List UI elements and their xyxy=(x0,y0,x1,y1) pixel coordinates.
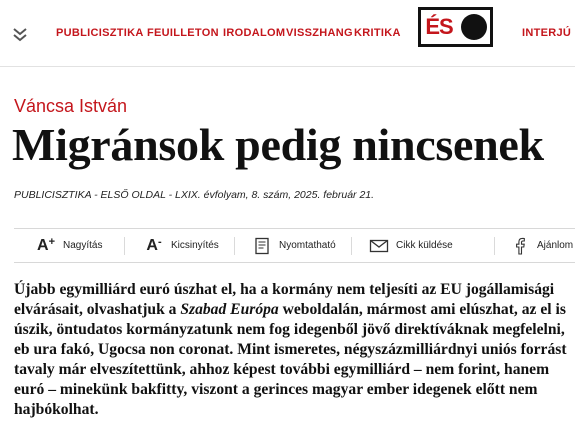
article-toolbar xyxy=(14,228,575,263)
recommend-button[interactable] xyxy=(510,229,573,262)
article-title: Migránsok pedig nincsenek xyxy=(12,119,544,170)
logo-dot-area xyxy=(457,10,490,44)
font-decrease-icon: A - xyxy=(146,235,162,254)
article-meta: PUBLICISZTIKA - ELSŐ OLDAL - LXIX. évfolyam, 8. szám, 2025. február 21. xyxy=(14,189,375,201)
nav-link-irodalom[interactable]: IRODALOM xyxy=(223,27,286,39)
logo-text: ÉS xyxy=(425,14,453,39)
zoom-in-label: Nagyítás xyxy=(63,240,103,251)
toolbar-divider xyxy=(494,237,495,255)
zoom-out-label: Kicsinyítés xyxy=(171,240,219,251)
nav-divider xyxy=(0,66,575,67)
body-text-part1: Újabb egymilliárd euró úszhat el, ha a kormány nem teljesíti az EU jogállamisági elvárásait, olvashatjuk a xyxy=(14,281,555,318)
es-logo[interactable] xyxy=(418,7,493,47)
article-author[interactable]: Váncsa István xyxy=(14,96,128,116)
print-label: Nyomtatható xyxy=(279,240,336,251)
nav-link-publicisztika[interactable]: PUBLICISZTIKA xyxy=(56,27,144,39)
toolbar-divider xyxy=(351,237,352,255)
nav-link-feuilleton[interactable]: FEUILLETON xyxy=(147,27,219,39)
zoom-in-button[interactable] xyxy=(36,229,102,262)
article-body xyxy=(14,280,574,420)
double-chevron-down-icon[interactable] xyxy=(12,26,28,42)
body-text-part2: weboldalán, mármost ami elúszhat, az el is úszik, öntudatos kormányzatunk nem fog idegenből jövő direktíváknak megfelelni, eb ura fakó, Ugocsa non coronat. Mint ismeretes, négyszázmilliárdnyi uniós forrást tavaly már elveszítettünk, ahhoz képest további egymilliárd – nem forint, hanem euró – minekünk bakfitty, viszont a gerinces magyar ember idegenek előtt nem hajbókolhat. xyxy=(14,301,567,418)
black-circle-icon xyxy=(461,14,487,40)
nav-link-kritika[interactable]: KRITIKA xyxy=(354,27,401,39)
top-navigation xyxy=(0,0,575,66)
toolbar-divider xyxy=(234,237,235,255)
nav-link-interju[interactable]: INTERJÚ xyxy=(522,27,572,39)
toolbar-divider xyxy=(124,237,125,255)
print-icon xyxy=(252,237,272,255)
envelope-icon xyxy=(369,237,389,255)
send-article-button[interactable] xyxy=(369,229,453,262)
print-button[interactable] xyxy=(252,229,336,262)
body-text-emphasis: Szabad Európa xyxy=(180,301,279,318)
send-article-label: Cikk küldése xyxy=(396,240,453,251)
font-increase-icon: A + xyxy=(37,235,55,254)
nav-link-visszhang[interactable]: VISSZHANG xyxy=(286,27,353,39)
zoom-out-button[interactable] xyxy=(144,229,219,262)
facebook-icon xyxy=(510,237,530,255)
recommend-label: Ajánlom xyxy=(537,240,574,251)
